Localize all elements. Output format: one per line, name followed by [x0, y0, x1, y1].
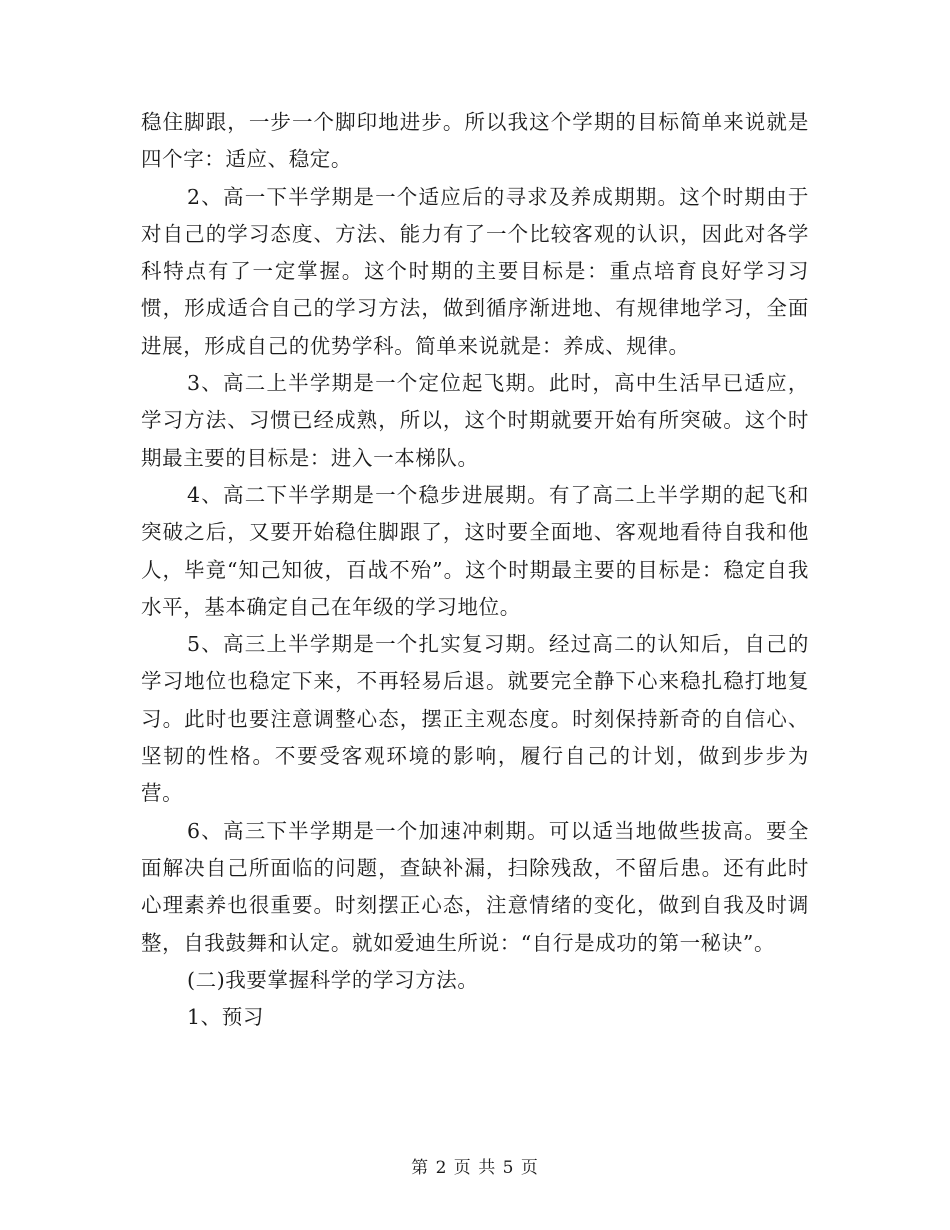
- paragraph-item-3: 3、高二上半学期是一个定位起飞期。此时，高中生活早已适应，学习方法、习惯已经成熟，所以，这个时期就要开始有所突破。这个时期最主要的目标是：进入一本梯队。: [141, 371, 809, 470]
- subsection-heading: 1、预习: [187, 1005, 264, 1030]
- page-number-footer: 第 2 页 共 5 页: [411, 1158, 539, 1178]
- paragraph-item-5: 5、高三上半学期是一个扎实复习期。经过高二的认知后，自己的学习地位也稳定下来，不再轻易后退。就要完全静下心来稳扎稳打地复习。此时也要注意调整心态，摆正主观态度。时刻保持新奇的自信心、坚韧的性格。不要受客观环境的影响，履行自己的计划，做到步步为营。: [141, 632, 809, 806]
- paragraph-item-2: 2、高一下半学期是一个适应后的寻求及养成期期。这个时期由于对自己的学习态度、方法、能力有了一个比较客观的认识，因此对各学科特点有了一定掌握。这个时期的主要目标是：重点培育良好学习习惯，形成适合自己的学习方法，做到循序渐进地、有规律地学习，全面进展，形成自己的优势学科。简单来说就是：养成、规律。: [141, 184, 809, 358]
- paragraph-item-4: 4、高二下半学期是一个稳步进展期。有了高二上半学期的起飞和突破之后，又要开始稳住脚跟了，这时要全面地、客观地看待自我和他人，毕竟“知己知彼，百战不殆”。这个时期最主要的目标是：稳定自我水平，基本确定自己在年级的学习地位。: [141, 482, 809, 619]
- paragraph-item-6: 6、高三下半学期是一个加速冲刺期。可以适当地做些拔高。要全面解决自己所面临的问题，查缺补漏，扫除残敌，不留后患。还有此时心理素养也很重要。时刻摆正心态，注意情绪的变化，做到自我及时调整，自我鼓舞和认定。就如爱迪生所说：“自行是成功的第一秘诀”。: [141, 818, 809, 955]
- document-body: [141, 104, 809, 1036]
- section-heading: (二)我要掌握科学的学习方法。: [187, 967, 479, 992]
- paragraph-continuation: 稳住脚跟，一步一个脚印地进步。所以我这个学期的目标简单来说就是四个字：适应、稳定。: [141, 110, 809, 172]
